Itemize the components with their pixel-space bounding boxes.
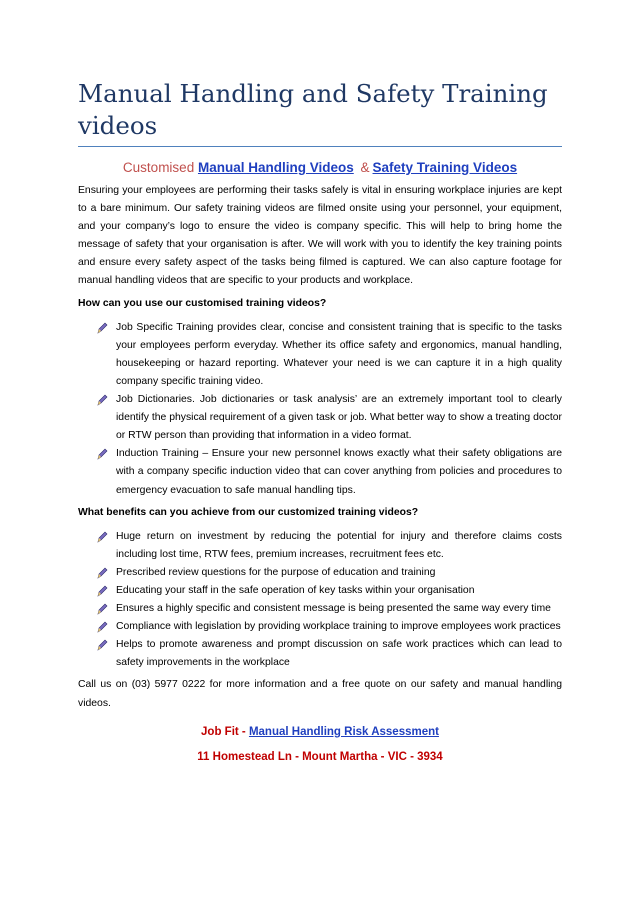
pencil-bullet-icon [96, 531, 108, 543]
title-divider [78, 146, 562, 147]
section1-heading: How can you use our customised training videos? [78, 297, 327, 309]
pencil-bullet-icon [96, 603, 108, 615]
list-item [116, 564, 562, 582]
list-item-text: Prescribed review questions for the purpose of education and training [116, 566, 436, 578]
list-item [116, 445, 562, 499]
section1-list [78, 319, 562, 500]
subtitle [78, 160, 562, 175]
list-item-text: Job Specific Training provides clear, concise and consistent training that is specific to the tasks your employees perform everyday. Whether its office safety and ergonomics, manual handling, housekeeping or hazard reporting. Whatever your need is we can capture it in a high quality company specific training video. [116, 321, 562, 387]
list-item [116, 618, 562, 636]
document-page [78, 78, 562, 763]
list-item-text: Educating your staff in the safe operation of key tasks within your organisation [116, 584, 475, 596]
list-item-text: Compliance with legislation by providing workplace training to improve employees work practices [116, 621, 561, 633]
pencil-bullet-icon [96, 448, 108, 460]
list-item-text: Induction Training – Ensure your new personnel knows exactly what their safety obligations are with a company specific induction video that can cover anything from policies and procedures to emergency evacuation to safe manual handling tips. [116, 448, 562, 496]
safety-training-videos-link[interactable]: Safety Training Videos [372, 160, 518, 175]
pencil-bullet-icon [96, 394, 108, 406]
subtitle-ampersand: & [360, 160, 370, 175]
list-item [116, 582, 562, 600]
manual-handling-videos-link[interactable]: Manual Handling Videos [197, 160, 354, 175]
jobfit-line [78, 726, 562, 738]
list-item [116, 391, 562, 445]
list-item-text: Huge return on investment by reducing the potential for injury and therefore claims costs including lost time, RTW fees, premium increases, recruitment fees etc. [116, 530, 562, 560]
list-item-text: Helps to promote awareness and prompt discussion on safe work practices which can lead to safety improvements in the workplace [116, 639, 562, 669]
contact-paragraph: Call us on (03) 5977 0222 for more information and a free quote on our safety and manual handling videos. [78, 679, 562, 709]
section2-heading: What benefits can you achieve from our customized training videos? [78, 506, 419, 518]
list-item [116, 636, 562, 672]
subtitle-prefix: Customised [122, 160, 195, 175]
list-item [116, 528, 562, 564]
section2-list [78, 528, 562, 673]
manual-handling-risk-assessment-link[interactable]: Manual Handling Risk Assessment [248, 725, 439, 738]
intro-paragraph: Ensuring your employees are performing their tasks safely is vital in ensuring workplace injuries are kept to a bare minimum. Our safety training videos are filmed onsite using your personnel, your equipment, and your company’s logo to ensure the video is company specific. This will help to bring home the message of safety that your organisation is after. We will work with you to identify the key training points and ensure every safety aspect of the tasks being filmed is captured. We can also capture footage for manual handling videos that are specific to your products and workplace. [78, 185, 562, 287]
list-item-text: Ensures a highly specific and consistent message is being presented the same way every time [116, 603, 551, 615]
pencil-bullet-icon [96, 585, 108, 597]
list-item [116, 319, 562, 391]
list-item [116, 600, 562, 618]
list-item-text: Job Dictionaries. Job dictionaries or task analysis’ are an extremely important tool to clearly identify the physical requirement of a given task or job. What better way to show a treating doctor or RTW person than providing that information in a video format. [116, 394, 562, 442]
jobfit-prefix: Job Fit - [201, 725, 246, 738]
page-title: Manual Handling and Safety Training videos [78, 79, 548, 140]
pencil-bullet-icon [96, 567, 108, 579]
pencil-bullet-icon [96, 322, 108, 334]
pencil-bullet-icon [96, 639, 108, 651]
pencil-bullet-icon [96, 621, 108, 633]
address-line: 11 Homestead Ln - Mount Martha - VIC - 3934 [197, 750, 443, 763]
